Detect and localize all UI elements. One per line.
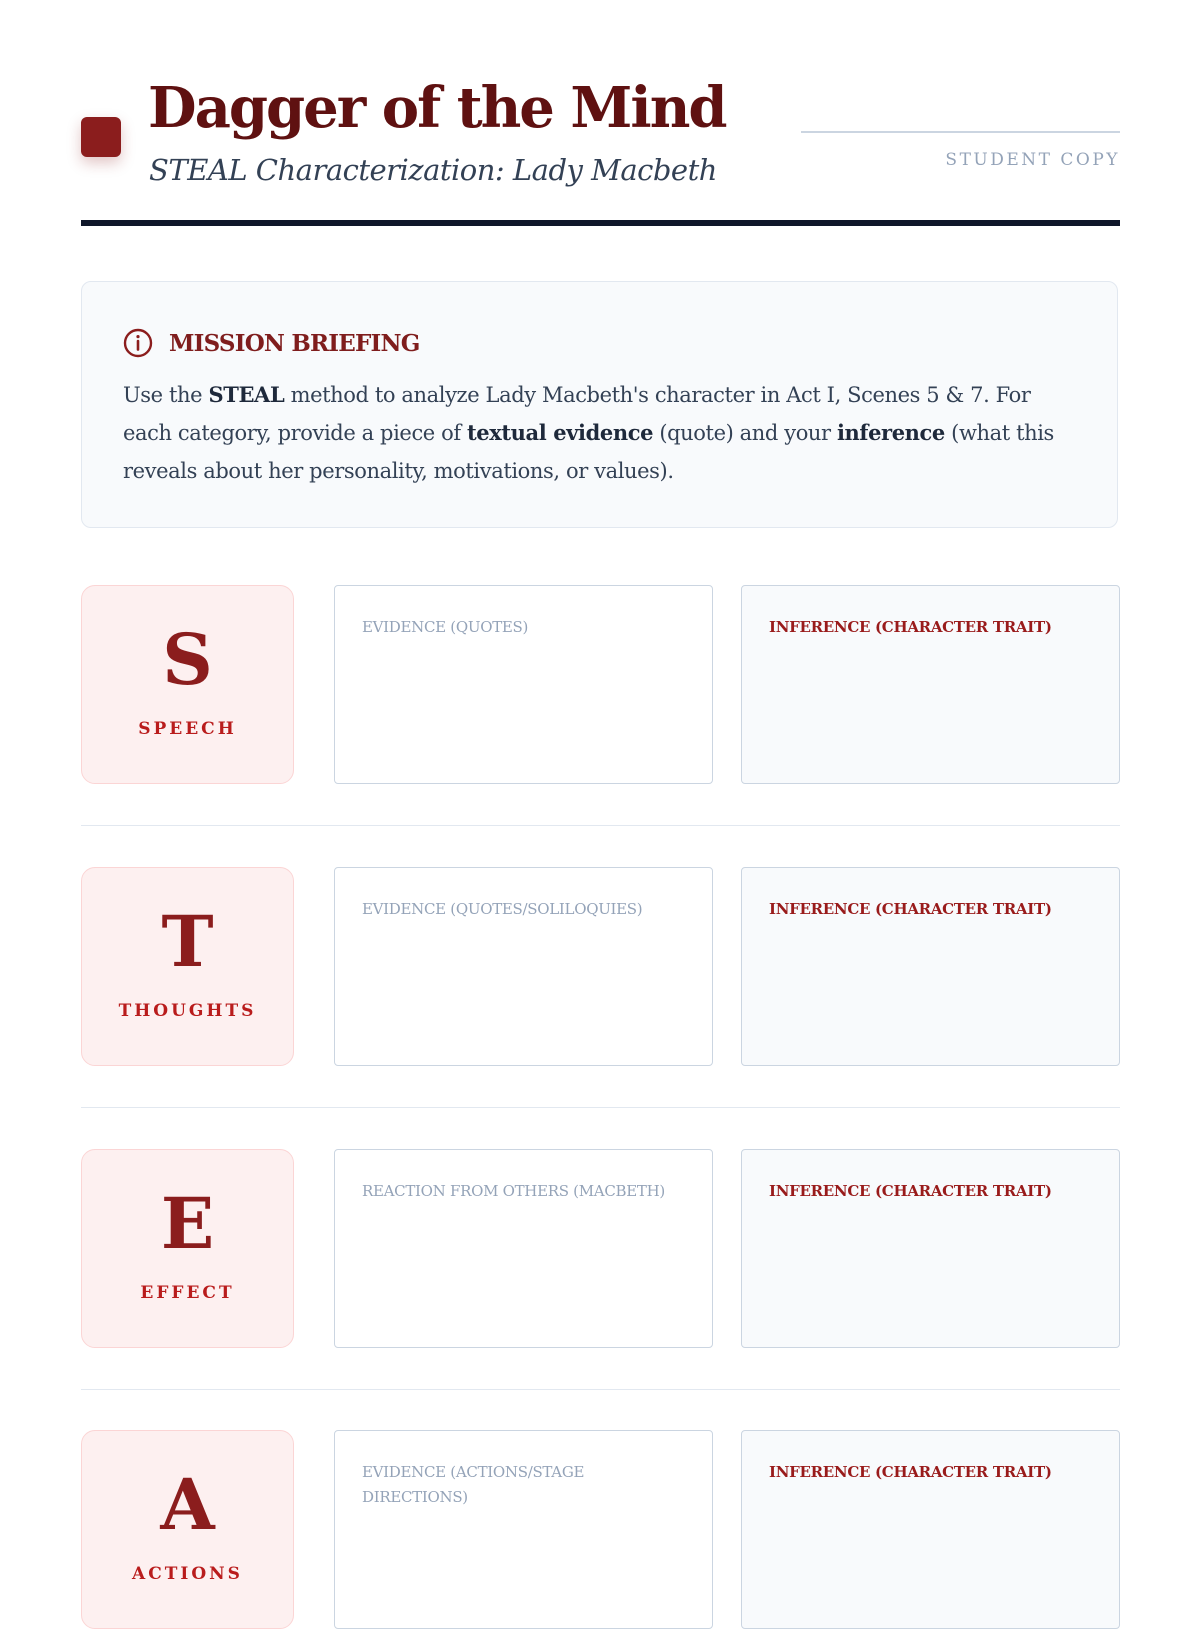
briefing-text-part: Use the [123,383,209,407]
briefing-strong-steal: STEAL [208,382,285,407]
info-circle-icon [123,328,153,358]
inference-box[interactable] [741,1430,1120,1629]
letter-card [81,585,294,784]
steal-row-effect [81,1149,1120,1348]
steal-row-speech [81,585,1120,784]
letter-card [81,867,294,1066]
steal-category: EFFECT [140,1283,235,1303]
letter-card [81,1430,294,1629]
steal-row-actions [81,1430,1120,1629]
steal-letter: T [161,900,214,983]
row-divider [81,1389,1120,1390]
page-title: Dagger of the Mind [148,75,726,141]
evidence-box[interactable] [334,1430,713,1629]
evidence-label: EVIDENCE (QUOTES/SOLILOQUIES) [362,900,643,918]
inference-box[interactable] [741,867,1120,1066]
evidence-box[interactable] [334,1149,713,1348]
steal-category: THOUGHTS [118,1001,257,1021]
briefing-text-part: (quote) and your [653,421,837,445]
inference-label: INFERENCE (CHARACTER TRAIT) [769,900,1052,918]
steal-letter: E [160,1182,215,1265]
page-header [81,0,1120,227]
evidence-label: REACTION FROM OTHERS (MACBETH) [362,1182,665,1200]
student-copy-label: STUDENT COPY [945,150,1120,170]
row-divider [81,825,1120,826]
steal-letter: S [162,618,213,701]
inference-label: INFERENCE (CHARACTER TRAIT) [769,1182,1052,1200]
briefing-text-part: (what this reveals about her personality, motivations, or values). [123,421,1054,483]
row-divider [81,1107,1120,1108]
evidence-box[interactable] [334,867,713,1066]
briefing-text-part: method to analyze Lady Macbeth's character in Act I, Scenes 5 & 7. For each category, provide a piece of [123,383,1031,445]
inference-box[interactable] [741,585,1120,784]
page-subtitle: STEAL Characterization: Lady Macbeth [149,153,717,187]
briefing-strong-evidence: textual evidence [467,420,654,445]
header-divider-dark [81,220,1120,226]
brand-square-icon [81,117,121,157]
evidence-label: EVIDENCE (ACTIONS/STAGE DIRECTIONS) [362,1463,585,1506]
inference-label: INFERENCE (CHARACTER TRAIT) [769,1463,1052,1481]
briefing-text [123,376,1083,490]
inference-label: INFERENCE (CHARACTER TRAIT) [769,618,1052,636]
briefing-header [123,328,420,358]
header-divider-light [801,131,1120,133]
briefing-title: MISSION BRIEFING [169,329,420,357]
evidence-box[interactable] [334,585,713,784]
steal-row-thoughts [81,867,1120,1066]
inference-box[interactable] [741,1149,1120,1348]
steal-letter: A [160,1463,215,1546]
letter-card [81,1149,294,1348]
mission-briefing [81,281,1118,528]
steal-category: SPEECH [138,719,237,739]
steal-category: ACTIONS [132,1564,243,1584]
evidence-label: EVIDENCE (QUOTES) [362,618,529,636]
briefing-strong-inference: inference [836,420,945,445]
